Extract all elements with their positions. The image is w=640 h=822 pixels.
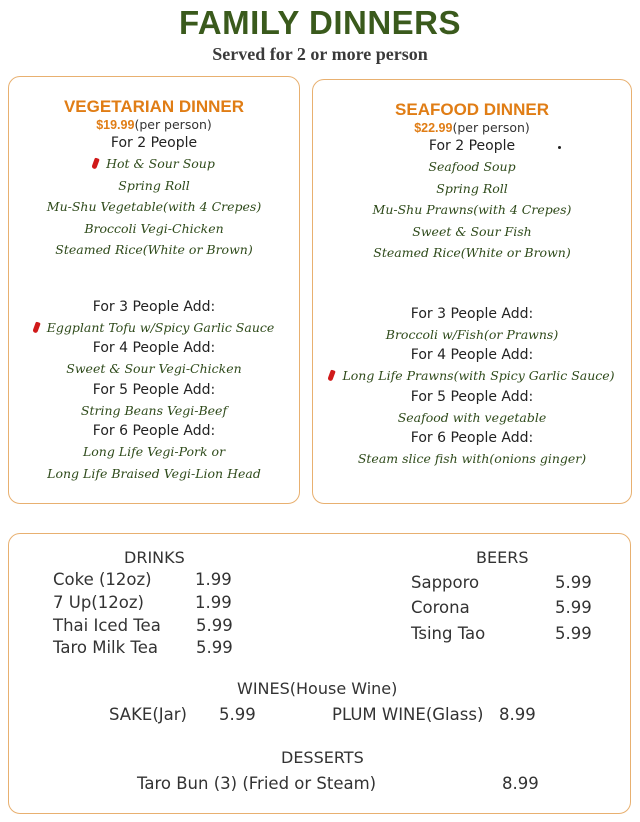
page-subtitle: Served for 2 or more person: [212, 44, 428, 64]
seafood-for-6-label: For 6 People Add:: [410, 430, 534, 446]
vegetarian-price: $19.99: [96, 118, 135, 132]
sake-price: 5.99: [219, 705, 256, 724]
dessert-price: 8.99: [502, 774, 539, 793]
vegetarian-for-6-label: For 6 People Add:: [92, 423, 216, 439]
vegetarian-for-5-label: For 5 People Add:: [92, 381, 216, 398]
vegetarian-dish: Spring Roll: [118, 177, 190, 193]
vegetarian-dinner-box: [8, 76, 300, 504]
seafood-dish: Long Life Prawns(with Spicy Garlic Sauce): [313, 365, 631, 387]
drink-name: Taro Milk Tea: [53, 638, 158, 657]
seafood-dish: Steamed Rice(White or Brown): [373, 245, 571, 260]
vegetarian-price-note: (per person): [134, 117, 212, 132]
vegetarian-dish: Mu-Shu Vegetable(with 4 Crepes): [46, 199, 262, 214]
beer-name: Sapporo: [411, 573, 480, 592]
sake-name: SAKE(Jar): [109, 705, 187, 724]
vegetarian-dish: Hot & Sour Soup: [9, 153, 299, 175]
seafood-price: $22.99: [414, 121, 453, 135]
seafood-dish: Steam slice fish with(onions ginger): [357, 451, 587, 466]
vegetarian-for-3-label: For 3 People Add:: [92, 298, 216, 315]
chili-pepper-icon: [32, 321, 40, 333]
beer-price: 5.99: [555, 573, 592, 592]
vegetarian-dish: Sweet & Sour Vegi-Chicken: [66, 361, 242, 376]
seafood-dinner-box: [312, 79, 632, 504]
beer-name: Tsing Tao: [411, 624, 486, 643]
vegetarian-dish: Long Life Vegi-Pork or: [82, 444, 226, 459]
drink-price: 5.99: [196, 616, 233, 635]
seafood-heading: SEAFOOD DINNER: [395, 100, 549, 119]
beer-name: Corona: [411, 598, 470, 617]
desserts-heading: DESSERTS: [281, 748, 364, 767]
beer-price: 5.99: [555, 624, 592, 643]
drinks-and-desserts-box: [8, 533, 631, 814]
beer-price: 5.99: [555, 598, 592, 617]
vegetarian-for-4-label: For 4 People Add:: [92, 340, 216, 356]
seafood-price-note: (per person): [452, 120, 530, 135]
chili-pepper-icon: [328, 369, 336, 381]
drink-name: Thai Iced Tea: [53, 616, 161, 635]
seafood-dish: Sweet & Sour Fish: [412, 223, 532, 239]
page-title: FAMILY DINNERS: [178, 4, 462, 41]
vegetarian-dish: Broccoli Vegi-Chicken: [84, 220, 224, 236]
drink-price: 1.99: [195, 570, 232, 589]
seafood-dish: Spring Roll: [436, 180, 508, 196]
seafood-dish: Mu-Shu Prawns(with 4 Crepes): [372, 202, 572, 217]
seafood-for-4-label: For 4 People Add:: [410, 347, 534, 363]
vegetarian-dish: String Beans Vegi-Beef: [80, 402, 228, 418]
dessert-name: Taro Bun (3) (Fried or Steam): [137, 774, 377, 793]
vegetarian-dish: Long Life Braised Vegi-Lion Head: [47, 465, 261, 481]
vegetarian-dish: Steamed Rice(White or Brown): [55, 242, 253, 257]
drink-name: Coke (12oz): [53, 570, 152, 589]
drinks-heading: DRINKS: [124, 548, 185, 567]
vegetarian-for-2-label: For 2 People: [110, 135, 198, 151]
seafood-for-2-label: For 2 People: [428, 138, 516, 154]
drink-name: 7 Up(12oz): [53, 593, 144, 612]
vegetarian-dish: Eggplant Tofu w/Spicy Garlic Sauce: [9, 317, 299, 339]
wines-heading: WINES(House Wine): [237, 679, 398, 698]
seafood-dish: Seafood Soup: [428, 159, 516, 174]
chili-pepper-icon: [91, 157, 99, 169]
plum-wine-price: 8.99: [499, 705, 536, 724]
seafood-dish: Broccoli w/Fish(or Prawns): [385, 326, 559, 342]
seafood-dish: Seafood with vegetable: [397, 409, 547, 425]
plum-wine-name: PLUM WINE(Glass): [332, 705, 484, 724]
seafood-for-3-label: For 3 People Add:: [410, 305, 534, 322]
seafood-price-line: [313, 120, 631, 136]
vegetarian-heading: VEGETARIAN DINNER: [63, 97, 245, 116]
drink-price: 5.99: [196, 638, 233, 657]
vegetarian-price-line: [9, 117, 299, 133]
drink-price: 1.99: [195, 593, 232, 612]
beers-heading: BEERS: [476, 548, 529, 567]
seafood-for-5-label: For 5 People Add:: [410, 388, 534, 405]
